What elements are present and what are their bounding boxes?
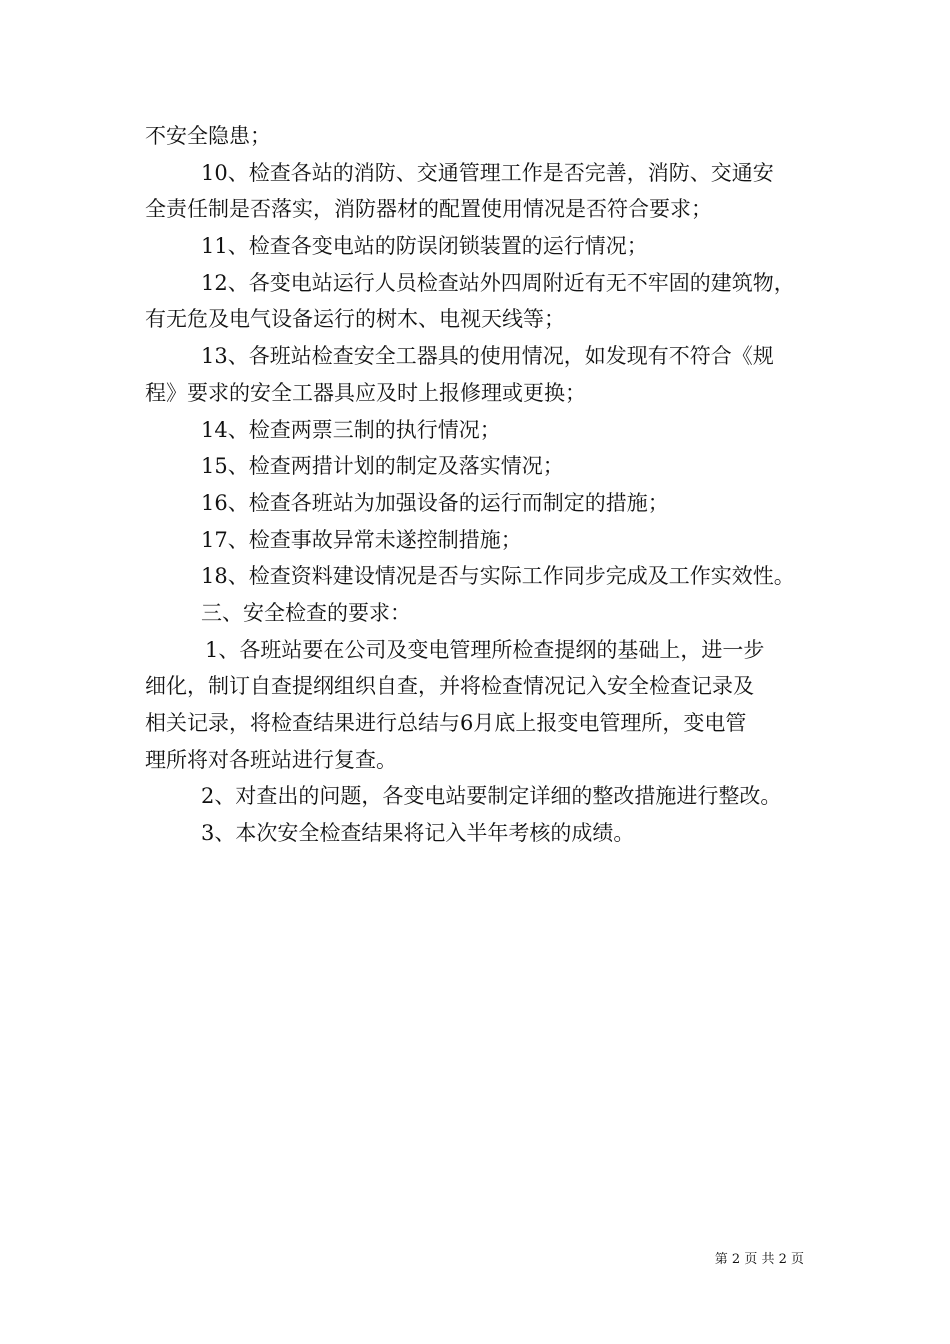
text-line: 13、各班站检查安全工器具的使用情况，如发现有不符合《规 (201, 344, 774, 369)
text-line: 2、对查出的问题，各变电站要制定详细的整改措施进行整改。 (201, 784, 782, 809)
text-line: 3、本次安全检查结果将记入半年考核的成绩。 (201, 821, 635, 846)
text-line: 10、检查各站的消防、交通管理工作是否完善，消防、交通安 (201, 160, 774, 185)
text-line: 11、检查各变电站的防误闭锁装置的运行情况； (201, 234, 648, 259)
text-line: 16、检查各班站为加强设备的运行而制定的措施； (201, 490, 669, 515)
document-body (145, 118, 835, 852)
text-line: 细化，制订自查提纲组织自查，并将检查情况记入安全检查记录及 (145, 674, 754, 699)
page-number-footer: 第 2 页 共 2 页 (714, 1252, 804, 1267)
text-line: 全责任制是否落实，消防器材的配置使用情况是否符合要求； (145, 197, 712, 222)
text-line: 理所将对各班站进行复查。 (145, 747, 397, 772)
text-line: 14、检查两票三制的执行情况； (201, 417, 501, 442)
text-line: 相关记录，将检查结果进行总结与6月底上报变电管理所，变电管 (145, 711, 747, 735)
text-line: 1、各班站要在公司及变电管理所检查提纲的基础上，进一步 (205, 637, 765, 662)
section-heading: 三、安全检查的要求： (201, 600, 411, 625)
text-line: 17、检查事故异常未遂控制措施； (201, 527, 522, 552)
text-line: 12、各变电站运行人员检查站外四周附近有无不牢固的建筑物， (201, 270, 795, 295)
text-line: 有无危及电气设备运行的树木、电视天线等； (145, 307, 565, 332)
text-line: 程》要求的安全工器具应及时上报修理或更换； (145, 380, 586, 405)
text-line: 18、检查资料建设情况是否与实际工作同步完成及工作实效性。 (201, 564, 795, 589)
text-line: 15、检查两措计划的制定及落实情况； (201, 454, 564, 479)
text-line: 不安全隐患； (145, 124, 271, 148)
